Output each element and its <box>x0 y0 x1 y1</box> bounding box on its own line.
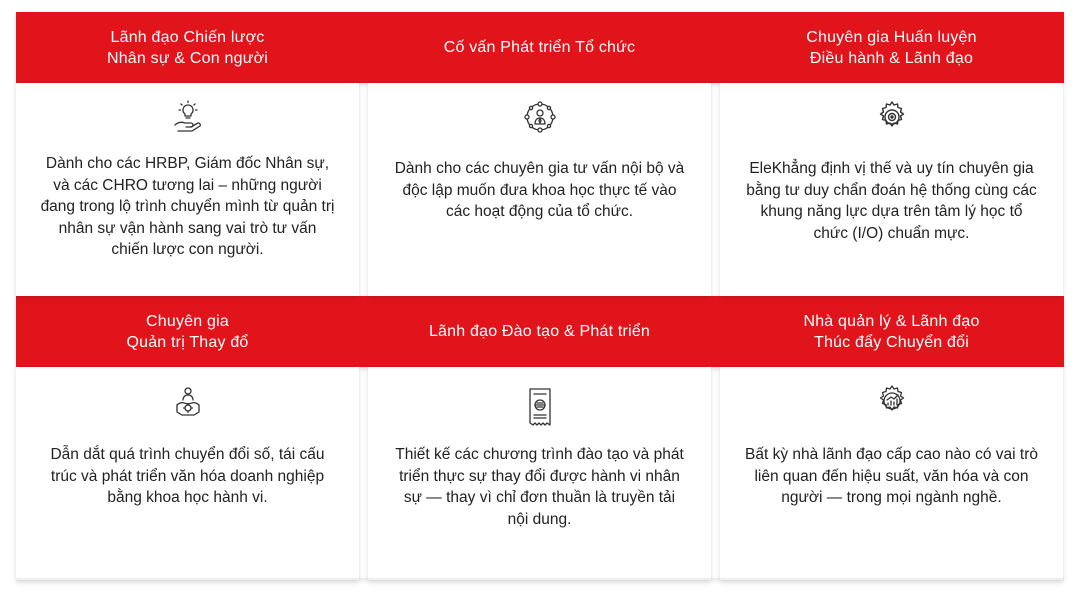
card-body <box>368 367 711 580</box>
network-person-icon <box>522 99 558 135</box>
card-description: Thiết kế các chương trình đào tạo và phát triển thực sự thay đổi được hành vi nhân sự — thay vì chỉ đơn thuần là truyền tải nội dung. <box>395 446 684 528</box>
bottom-shadow <box>16 578 1064 584</box>
card-title: Chuyên gia Quản trị Thay đổ <box>126 312 249 351</box>
gear-chart-icon <box>874 383 910 419</box>
lightbulb-hand-icon <box>170 99 206 135</box>
card-description: Bất kỳ nhà lãnh đạo cấp cao nào có vai trò liên quan đến hiệu suất, văn hóa và con người — trong mọi ngành nghề. <box>745 446 1038 506</box>
card-title: Cố vấn Phát triển Tổ chức <box>443 39 636 56</box>
card-body <box>368 83 711 296</box>
card-body <box>720 367 1063 580</box>
card-title: Lãnh đạo Chiến lược Nhân sự & Con người <box>106 28 269 67</box>
card-description: Dành cho các HRBP, Giám đốc Nhân sự, và các CHRO tương lai – những người đang trong lộ trình chuyển mình từ quản trị nhân sự vận hành sang vai trò tư vấn chiến lược con người. <box>40 155 335 258</box>
card-body <box>16 367 359 580</box>
card-description: EleKhẳng định vị thế và uy tín chuyên gia bằng tư duy chẩn đoán hệ thống cùng các khung năng lực dựa trên tâm lý học tổ chức (I/O) chuẩn mực. <box>746 160 1037 242</box>
card-title: Nhà quản lý & Lãnh đạo Thúc đẩy Chuyển đổi <box>803 312 980 351</box>
hand-gear-icon <box>170 383 206 419</box>
card-description: Dành cho các chuyên gia tư vấn nội bộ và độc lập muốn đưa khoa học thực tế vào các hoạt động của tổ chức. <box>394 160 685 220</box>
target-gear-icon <box>874 99 910 135</box>
card-title: Lãnh đạo Đào tạo & Phát triển <box>428 323 651 340</box>
card-body <box>16 83 359 296</box>
card-body <box>720 83 1063 296</box>
audience-grid <box>16 12 1064 580</box>
card-description: Dẫn dắt quá trình chuyển đổi số, tái cấu trúc và phát triển văn hóa doanh nghiệp bằng khoa học hành vi. <box>50 446 325 506</box>
card-title: Chuyên gia Huấn luyện Điều hành & Lãnh đạo <box>806 28 977 67</box>
certificate-icon <box>522 387 558 429</box>
